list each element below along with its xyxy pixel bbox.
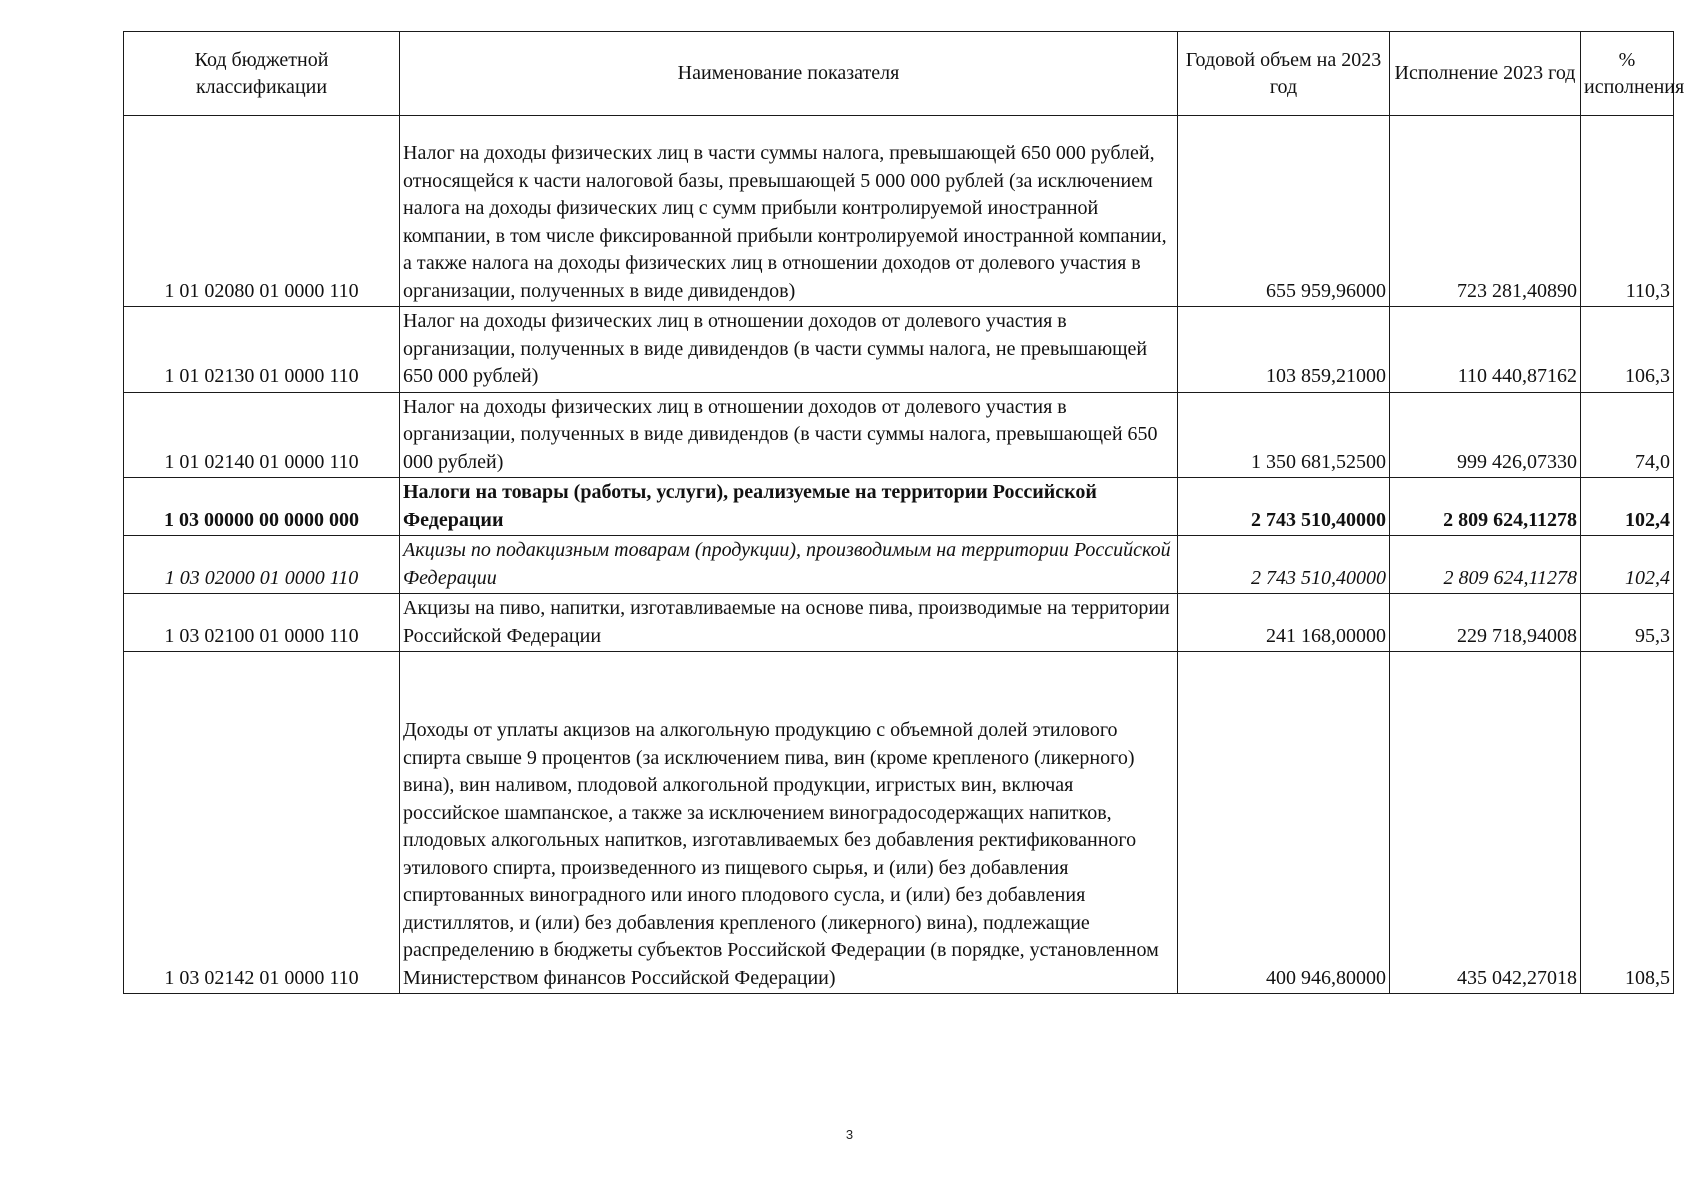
row-fact: 435 042,27018: [1390, 652, 1581, 994]
row-name: Налоги на товары (работы, услуги), реализуемые на территории Российской Федерации: [400, 478, 1178, 536]
header-name: Наименование показателя: [400, 32, 1178, 116]
row-plan: 241 168,00000: [1178, 594, 1390, 652]
row-plan: 655 959,96000: [1178, 116, 1390, 307]
row-fact: 2 809 624,11278: [1390, 536, 1581, 594]
row-fact: 110 440,87162: [1390, 307, 1581, 393]
row-name: Доходы от уплаты акцизов на алкогольную продукцию с объемной долей этилового спирта свыше 9 процентов (за исключением пива, вин (кроме крепленого (ликерного) вина), вин наливом, плодовой алкогольной продукции, игристых вин, включая российское шампанское, а также за исключением виноградосодержащих напитков, плодовых алкогольных напитков, изготавливаемых без добавления ректификованного этилового спирта, произведенного из пищевого сырья, и (или) без добавления спиртованных виноградного или иного плодового сусла, и (или) без добавления дистиллятов, и (или) без добавления крепленого (ликерного) вина), подлежащие распределению в бюджеты субъектов Российской Федерации (в порядке, установленном Министерством финансов Российской Федерации): [400, 652, 1178, 994]
row-plan: 400 946,80000: [1178, 652, 1390, 994]
table-header-row: [124, 32, 1674, 116]
row-percent: 110,3: [1581, 116, 1674, 307]
row-plan: 103 859,21000: [1178, 307, 1390, 393]
row-name: Акцизы на пиво, напитки, изготавливаемые на основе пива, производимые на территории Российской Федерации: [400, 594, 1178, 652]
row-percent: 102,4: [1581, 478, 1674, 536]
row-percent: 95,3: [1581, 594, 1674, 652]
page-number: 3: [845, 1127, 854, 1142]
row-percent: 106,3: [1581, 307, 1674, 393]
row-code: 1 03 00000 00 0000 000: [124, 478, 400, 536]
row-code: 1 01 02080 01 0000 110: [124, 116, 400, 307]
document-sheet: [123, 31, 1685, 994]
header-plan: Годовой объем на 2023 год: [1178, 32, 1390, 116]
row-fact: 999 426,07330: [1390, 392, 1581, 478]
row-fact: 723 281,40890: [1390, 116, 1581, 307]
table-row: [124, 116, 1674, 307]
row-name: Налог на доходы физических лиц в отношении доходов от долевого участия в организации, полученных в виде дивидендов (в части суммы налога, не превышающей 650 000 рублей): [400, 307, 1178, 393]
row-plan: 2 743 510,40000: [1178, 536, 1390, 594]
table-row: [124, 392, 1674, 478]
row-code: 1 01 02140 01 0000 110: [124, 392, 400, 478]
row-percent: 108,5: [1581, 652, 1674, 994]
header-percent: % исполнения: [1581, 32, 1674, 116]
table-row: [124, 478, 1674, 536]
row-code: 1 03 02100 01 0000 110: [124, 594, 400, 652]
row-fact: 229 718,94008: [1390, 594, 1581, 652]
row-name: Налог на доходы физических лиц в части суммы налога, превышающей 650 000 рублей, относящейся к части налоговой базы, превышающей 5 000 000 рублей (за исключением налога на доходы физических лиц с сумм прибыли контролируемой иностранной компании, в том числе фиксированной прибыли контролируемой иностранной компании, а также налога на доходы физических лиц в отношении доходов от долевого участия в организации, полученных в виде дивидендов): [400, 116, 1178, 307]
budget-table: [123, 31, 1685, 994]
table-row: [124, 307, 1674, 393]
header-code: Код бюджетной классификации: [124, 32, 400, 116]
table-row: [124, 536, 1674, 594]
row-plan: 2 743 510,40000: [1178, 478, 1390, 536]
row-fact: 2 809 624,11278: [1390, 478, 1581, 536]
row-percent: 74,0: [1581, 392, 1674, 478]
row-plan: 1 350 681,52500: [1178, 392, 1390, 478]
row-code: 1 03 02142 01 0000 110: [124, 652, 400, 994]
table-row: [124, 652, 1674, 994]
row-name: Акцизы по подакцизным товарам (продукции), производимым на территории Российской Федерации: [400, 536, 1178, 594]
header-fact: Исполнение 2023 год: [1390, 32, 1581, 116]
row-code: 1 03 02000 01 0000 110: [124, 536, 400, 594]
row-percent: 102,4: [1581, 536, 1674, 594]
row-name: Налог на доходы физических лиц в отношении доходов от долевого участия в организации, полученных в виде дивидендов (в части суммы налога, превышающей 650 000 рублей): [400, 392, 1178, 478]
row-code: 1 01 02130 01 0000 110: [124, 307, 400, 393]
table-row: [124, 594, 1674, 652]
